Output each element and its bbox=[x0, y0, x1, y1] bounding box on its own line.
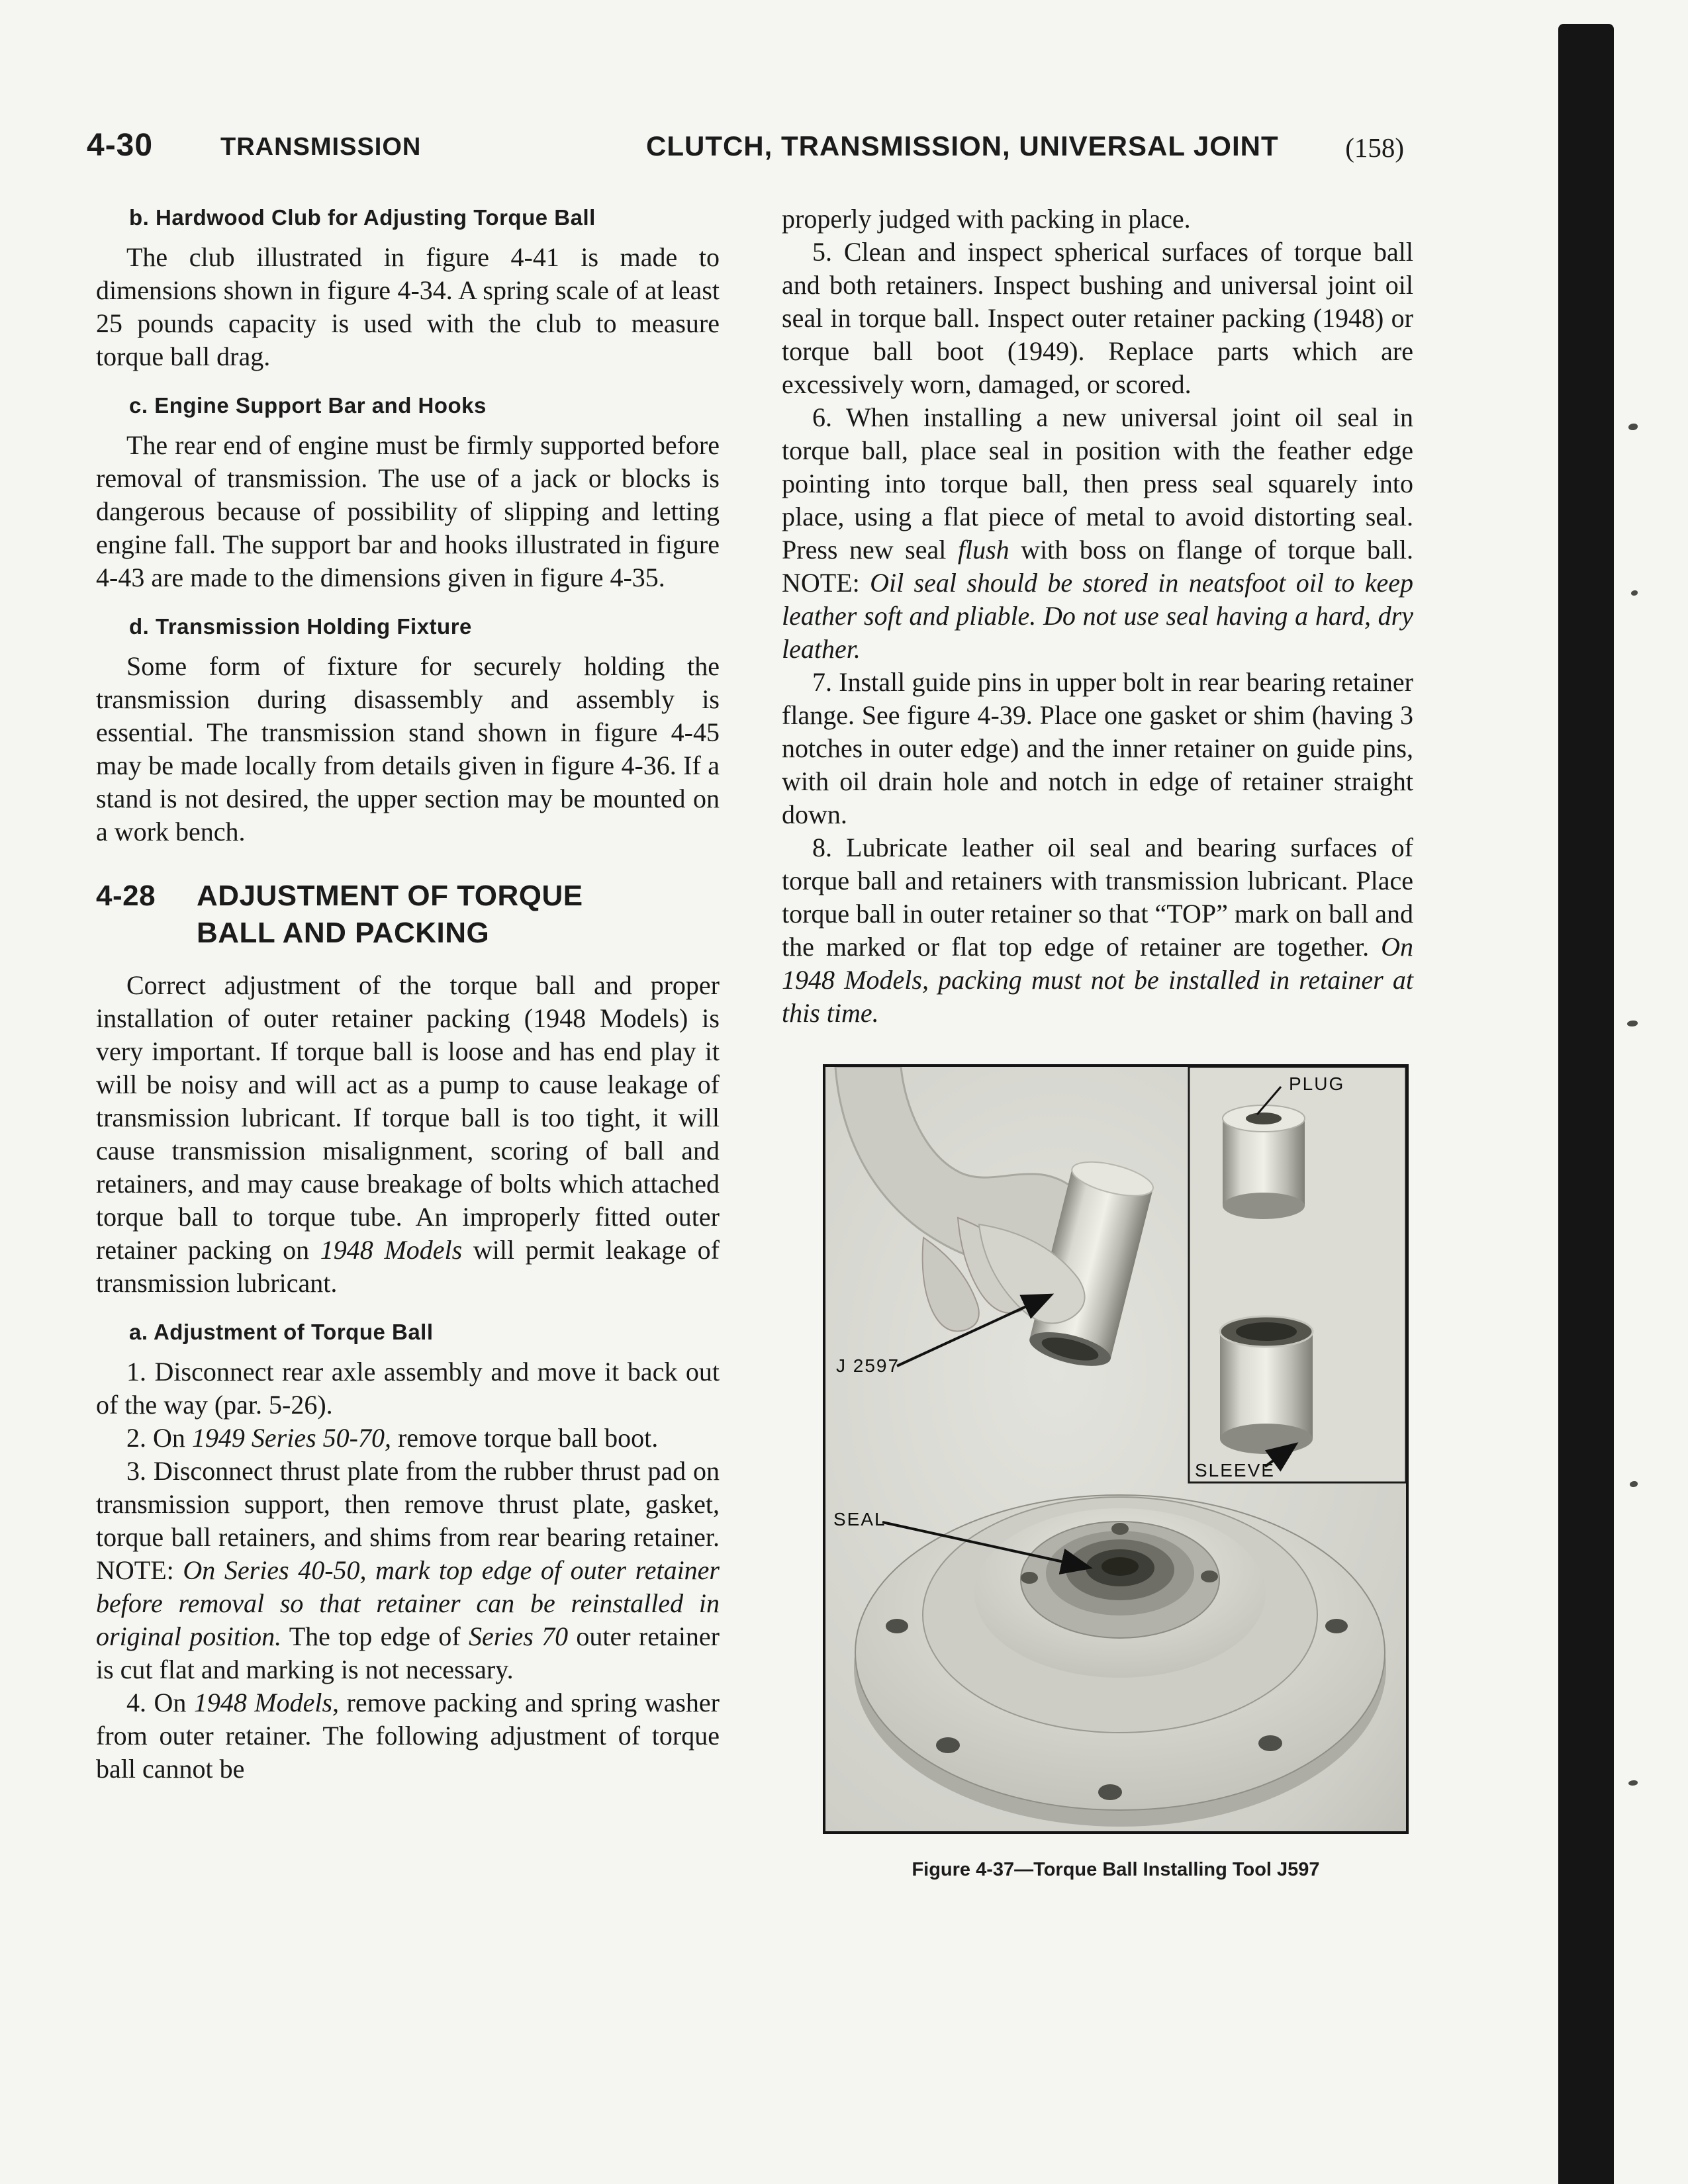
figure-label-plug: PLUG bbox=[1289, 1073, 1345, 1094]
subsection-heading: a. Adjustment of Torque Ball bbox=[129, 1320, 434, 1344]
text-run: remove torque ball boot. bbox=[391, 1423, 659, 1453]
text-run: with boss on flange of torque ball. NOTE: bbox=[782, 535, 1413, 598]
text-run: Correct adjustment of the torque ball and proper installation of outer retainer packing (1948 Models) is very important. If torque ball is loose and has end play it will be noisy and will act as a pump to cause leakage of transmission lubricant. If torque ball is too tight, it will cause transmission misalignment, scoring of ball and retainers, and may cause breakage of bolts which attached torque ball to torque tube. An improperly fitted outer retainer packing on bbox=[96, 970, 720, 1265]
subsection-heading: b. Hardwood Club for Adjusting Torque Ball bbox=[129, 205, 596, 230]
paragraph bbox=[782, 236, 1413, 401]
paragraph bbox=[96, 241, 720, 373]
page-section-number: 4-30 bbox=[87, 128, 154, 163]
text-run: The top edge of bbox=[281, 1621, 469, 1651]
paragraph bbox=[96, 969, 720, 1300]
figure-caption: Figure 4-37—Torque Ball Installing Tool J597 bbox=[912, 1859, 1320, 1880]
page-body bbox=[96, 203, 1413, 1881]
figure-torque-ball-tool bbox=[823, 1064, 1409, 1881]
paragraph bbox=[782, 666, 1413, 831]
paragraph bbox=[96, 1455, 720, 1686]
italic-text-run: On Series 40-50, mark top edge of outer retainer before removal so that retainer can be reinstalled in original position. bbox=[96, 1555, 720, 1651]
figure-label-sleeve: SLEEVE bbox=[1195, 1460, 1275, 1480]
text-run: 8. Lubricate leather oil seal and bearing surfaces of torque ball and retainers with transmission lubricant. Place torque ball in outer retainer so that “TOP” mark on ball and the marked or flat top edge of retainer are together. bbox=[782, 833, 1413, 962]
text-run: 4. On bbox=[126, 1688, 194, 1717]
right-column-text bbox=[782, 203, 1413, 1030]
text-run: 1. Disconnect rear axle assembly and move it back out of the way (par. 5-26). bbox=[96, 1357, 720, 1420]
italic-text-run: Oil seal should be stored in neatsfoot oil to keep leather soft and pliable. Do not use seal having a hard, dry leather. bbox=[782, 568, 1413, 664]
text-run: properly judged with packing in place. bbox=[782, 204, 1191, 234]
page-section-label: TRANSMISSION bbox=[220, 133, 422, 161]
text-run: 2. On bbox=[126, 1423, 192, 1453]
italic-text-run: 1949 Series 50-70, bbox=[191, 1423, 391, 1453]
text-run: Some form of fixture for securely holding the transmission during disassembly and assembly is essential. The transmission stand shown in figure 4-45 may be made locally from details given in figure 4-36. If a stand is not desired, the upper section may be mounted on a work bench. bbox=[96, 651, 720, 846]
scan-speck bbox=[1627, 1021, 1638, 1026]
plug-illustration bbox=[1223, 1105, 1305, 1219]
seal-flange-illustration bbox=[854, 1495, 1386, 1827]
scan-gutter-bar bbox=[1558, 24, 1614, 2184]
section-heading bbox=[96, 878, 720, 952]
italic-text-run: flush bbox=[957, 535, 1009, 565]
page-header bbox=[87, 127, 1409, 173]
text-run: 5. Clean and inspect spherical surfaces of torque ball and both retainers. Inspect bushing and universal joint oil seal in torque ball. Inspect outer retainer packing (1948) or torque ball boot (1949). Replace parts which are excessively worn, damaged, or scored. bbox=[782, 237, 1413, 399]
italic-text-run: Series 70 bbox=[469, 1621, 569, 1651]
inset-panel bbox=[1189, 1067, 1406, 1482]
text-run: 6. When installing a new universal joint oil seal in torque ball, place seal in position with the feather edge pointing into torque ball, then press seal squarely into place, using a flat piece of metal to avoid distorting seal. Press new seal bbox=[782, 402, 1413, 565]
paragraph bbox=[96, 1422, 720, 1455]
paragraph bbox=[96, 1686, 720, 1786]
right-column bbox=[782, 203, 1413, 1881]
italic-text-run: On 1948 Models, packing must not be installed in retainer at this time. bbox=[782, 932, 1413, 1028]
text-run: The rear end of engine must be firmly supported before removal of transmission. The use of a jack or blocks is dangerous because of possibility of slipping and letting engine fall. The support bar and hooks illustrated in figure 4-43 are made to the dimensions given in figure 4-35. bbox=[96, 430, 720, 592]
figure-label-tool-number: J 2597 bbox=[836, 1355, 900, 1376]
section-number: 4-28 bbox=[96, 880, 156, 912]
paragraph bbox=[96, 650, 720, 848]
scan-speck bbox=[1628, 1780, 1638, 1786]
text-run: will permit leakage of transmission lubricant. bbox=[96, 1235, 720, 1298]
text-run: 7. Install guide pins in upper bolt in rear bearing retainer flange. See figure 4-39. Place one gasket or shim (having 3 notches in outer edge) and the inner retainer on guide pins, with oil drain hole and notch in edge of retainer straight down. bbox=[782, 667, 1413, 829]
text-run: The club illustrated in figure 4-41 is made to dimensions shown in figure 4-34. A spring scale of at least 25 pounds capacity is used with the club to measure torque ball drag. bbox=[96, 242, 720, 371]
paragraph bbox=[96, 1355, 720, 1422]
paragraph bbox=[782, 401, 1413, 666]
figure-photo-frame bbox=[823, 1064, 1409, 1834]
text-run: remove packing and spring washer from outer retainer. The following adjustment of torque ball cannot be bbox=[96, 1688, 720, 1784]
paragraph bbox=[782, 203, 1413, 236]
left-column bbox=[96, 203, 720, 1881]
text-run: 3. Disconnect thrust plate from the rubber thrust pad on transmission support, then remove thrust plate, gasket, torque ball retainers, and shims from rear bearing retainer. NOTE: bbox=[96, 1456, 720, 1585]
scan-speck bbox=[1630, 1481, 1638, 1487]
section-title: ADJUSTMENT OF TORQUE BALL AND PACKING bbox=[197, 880, 583, 949]
sleeve-illustration bbox=[1220, 1316, 1313, 1454]
italic-text-run: 1948 Models, bbox=[193, 1688, 340, 1717]
paragraph bbox=[782, 831, 1413, 1030]
subsection-heading: d. Transmission Holding Fixture bbox=[129, 614, 472, 639]
subsection-heading: c. Engine Support Bar and Hooks bbox=[129, 393, 487, 418]
scan-speck bbox=[1628, 424, 1638, 430]
text-run: outer retainer is cut flat and marking is not necessary. bbox=[96, 1621, 720, 1684]
chapter-title: CLUTCH, TRANSMISSION, UNIVERSAL JOINT bbox=[646, 130, 1279, 161]
figure-label-seal: SEAL bbox=[833, 1509, 886, 1529]
italic-text-run: 1948 Models bbox=[320, 1235, 463, 1265]
scan-speck bbox=[1631, 590, 1638, 596]
paragraph bbox=[96, 429, 720, 594]
page-number: (158) bbox=[1345, 132, 1404, 163]
figure-photo bbox=[825, 1067, 1406, 1831]
